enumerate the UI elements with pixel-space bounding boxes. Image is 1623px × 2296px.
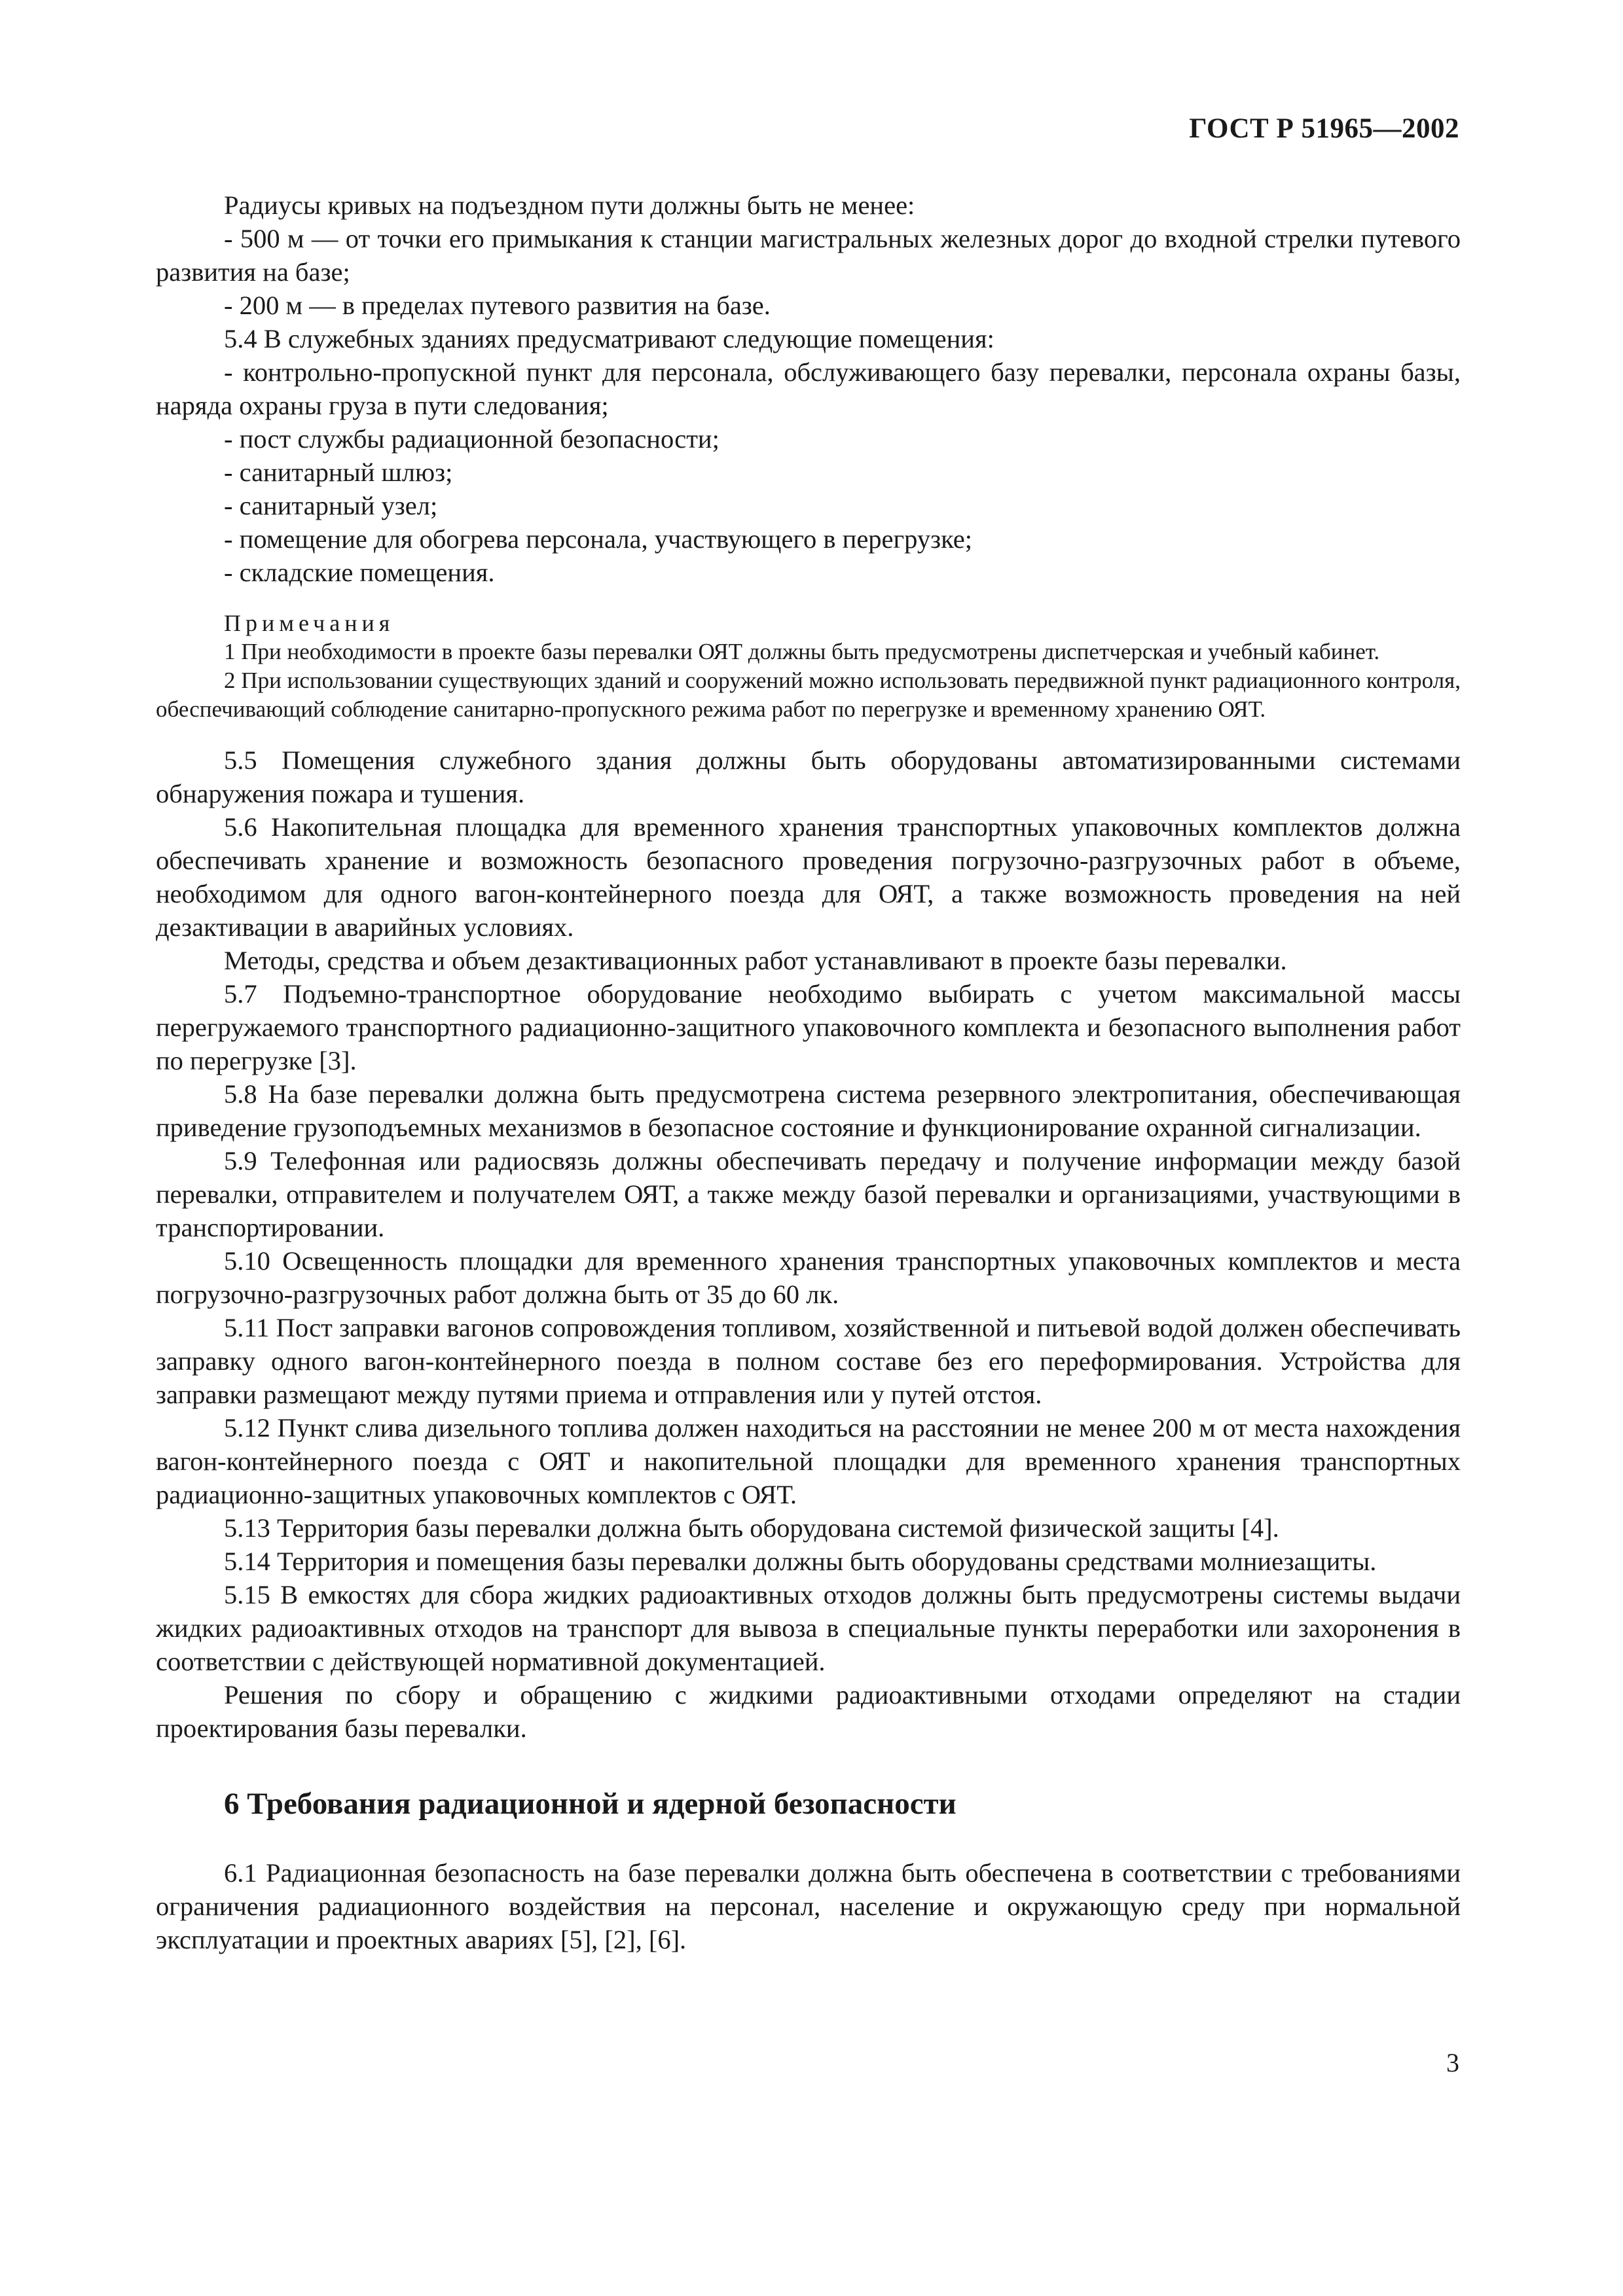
paragraph: Радиусы кривых на подъездном пути должны быть не менее: [224, 190, 915, 220]
notes-title: Примечания [224, 610, 395, 636]
notes-block [156, 609, 1461, 724]
note-item: 1 При необходимости в проекте базы перевалки ОЯТ должны быть предусмотрены диспетчерская и учебный кабинет. [224, 639, 1380, 664]
paragraph: 5.12 Пункт слива дизельного топлива должен находиться на расстоянии не менее 200 м от места нахождения вагон-контейнерного поезда с ОЯТ и накопительной площадки для временного хранения транспортных радиационно-защитных упаковочных комплектов с ОЯТ. [156, 1413, 1461, 1509]
paragraph: 5.14 Территория и помещения базы перевалки должны быть оборудованы средствами молниезащиты. [224, 1547, 1377, 1576]
paragraph: 5.15 В емкостях для сбора жидких радиоактивных отходов должны быть предусмотрены системы выдачи жидких радиоактивных отходов на транспорт для вывоза в специальные пункты переработки или захоронения в соответствии с действующей нормативной документацией. [156, 1580, 1461, 1676]
paragraph: 5.6 Накопительная площадка для временного хранения транспортных упаковочных комплектов должна обеспечивать хранение и возможность безопасного проведения погрузочно-разгрузочных работ в объеме, необходимом для одного вагон-контейнерного поезда для ОЯТ, а также возможность проведения на ней дезактивации в аварийных условиях. [156, 812, 1461, 942]
list-item: - санитарный шлюз; [224, 457, 453, 487]
section-title: 6 Требования радиационной и ядерной безопасности [224, 1787, 957, 1821]
paragraph: Методы, средства и объем дезактивационных работ устанавливают в проекте базы перевалки. [224, 946, 1287, 975]
list-item: - санитарный узел; [224, 491, 438, 520]
list-item: - 200 м — в пределах путевого развития на базе. [224, 291, 771, 320]
paragraph: 5.4 В служебных зданиях предусматривают следующие помещения: [224, 324, 994, 353]
paragraph: 5.13 Территория базы перевалки должна быть оборудована системой физической защиты [4]. [224, 1513, 1279, 1543]
list-item: - контрольно-пропускной пункт для персонала, обслуживающего базу перевалки, персонала охраны базы, наряда охраны груза в пути следования; [156, 357, 1461, 420]
list-item: - пост службы радиационной безопасности; [224, 424, 720, 454]
paragraph: 5.8 На базе перевалки должна быть предусмотрена система резервного электропитания, обеспечивающая приведение грузоподъемных механизмов в безопасное состояние и функционирование охранной сигнализации. [156, 1079, 1461, 1142]
paragraph: 5.9 Телефонная или радиосвязь должны обеспечивать передачу и получение информации между базой перевалки, отправителем и получателем ОЯТ, а также между базой перевалки и организациями, участвующими в транспортировании. [156, 1146, 1461, 1242]
note-item: 2 При использовании существующих зданий и сооружений можно использовать передвижной пункт радиационного контроля, обеспечивающий соблюдение санитарно-пропускного режима работ по перегрузке и временному хранению ОЯТ. [156, 668, 1461, 722]
paragraph: 5.5 Помещения служебного здания должны быть оборудованы автоматизированными системами обнаружения пожара и тушения. [156, 745, 1461, 808]
paragraph: 5.10 Освещенность площадки для временного хранения транспортных упаковочных комплектов и места погрузочно-разгрузочных работ должна быть от 35 до 60 лк. [156, 1246, 1461, 1309]
standard-header: ГОСТ Р 51965—2002 [1189, 113, 1459, 144]
paragraph: 5.7 Подъемно-транспортное оборудование необходимо выбирать с учетом максимальной массы перегружаемого транспортного радиационно-защитного упаковочного комплекта и безопасного выполнения работ по перегрузке [3]. [156, 979, 1461, 1075]
paragraph: 6.1 Радиационная безопасность на базе перевалки должна быть обеспечена в соответствии с требованиями ограничения радиационного воздействия на персонал, население и окружающую среду при нормальной эксплуатации и проектных авариях [5], [2], [6]. [156, 1858, 1461, 1954]
list-item: - помещение для обогрева персонала, участвующего в перегрузке; [224, 524, 972, 554]
paragraph: 5.11 Пост заправки вагонов сопровождения топливом, хозяйственной и питьевой водой должен обеспечивать заправку одного вагон-контейнерного поезда в полном составе без его переформирования. Устройства для заправки размещают между путями приема и отправления или у путей отстоя. [156, 1313, 1461, 1409]
document-body [156, 188, 1461, 1956]
list-item: - складские помещения. [224, 558, 495, 587]
paragraph: Решения по сбору и обращению с жидкими радиоактивными отходами определяют на стадии проектирования базы перевалки. [156, 1680, 1461, 1743]
list-item: - 500 м — от точки его примыкания к станции магистральных железных дорог до входной стрелки путевого развития на базе; [156, 224, 1461, 287]
page-number: 3 [1446, 2048, 1459, 2077]
